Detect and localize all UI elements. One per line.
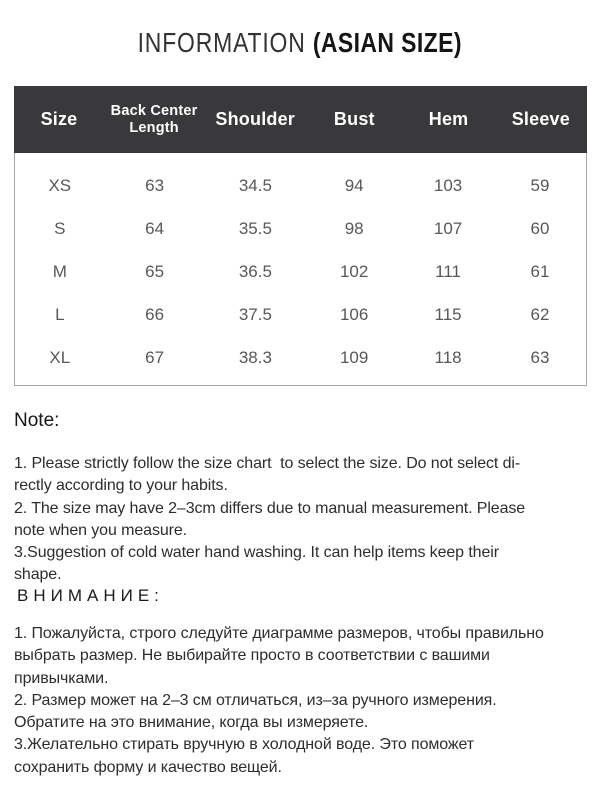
size-value: 63: [530, 347, 550, 367]
size-chart-header-row: [14, 86, 587, 153]
size-value: 109: [339, 347, 369, 367]
size-value: 38.3: [238, 347, 272, 367]
column-header-sleeve: Sleeve: [511, 109, 570, 129]
size-chart-body: [14, 153, 587, 386]
size-row-xs: [15, 164, 586, 207]
size-label: XL: [49, 347, 71, 367]
size-value: 59: [530, 175, 550, 195]
size-value: 60: [530, 218, 550, 238]
size-value: 61: [530, 261, 550, 281]
size-value: 118: [434, 347, 462, 367]
size-value: 67: [145, 347, 165, 367]
notes-body-en: 1. Please strictly follow the size chart to select the size. Do not select di- rectly according to your habits. 2. The size may have 2–3cm differs due to manual measurement. Please note when you measure. 3.Suggestion of cold water hand washing. It can help items keep their shape.: [14, 455, 526, 584]
size-value: 103: [433, 175, 463, 195]
size-row-m: [15, 250, 586, 293]
column-header-bust: Bust: [333, 109, 375, 129]
size-row-l: [15, 293, 586, 336]
page-title-regular: INFORMATION: [137, 27, 314, 58]
size-value: 98: [344, 218, 364, 238]
size-row-s: [15, 207, 586, 250]
size-value: 107: [433, 218, 463, 238]
size-value: 94: [344, 175, 364, 195]
notes-heading-ru: ВНИМАНИЕ:: [17, 586, 164, 605]
size-value: 37.5: [238, 304, 272, 324]
page-title-text: [138, 27, 462, 59]
size-value: 36.5: [238, 261, 272, 281]
column-header-back-center-length: Back Center Length: [110, 102, 198, 136]
page-title-bold: (ASIAN SIZE): [313, 27, 463, 58]
size-chart-table: [14, 86, 587, 386]
size-value: 66: [145, 304, 165, 324]
notes-heading-en: Note:: [14, 410, 60, 431]
size-label: L: [55, 304, 65, 324]
column-header-hem: Hem: [428, 109, 469, 129]
size-value: 64: [145, 218, 165, 238]
size-label: M: [52, 261, 67, 281]
size-value: 34.5: [238, 175, 272, 195]
size-value: 62: [530, 304, 550, 324]
size-value: 111: [435, 261, 461, 281]
size-row-xl: [15, 336, 586, 379]
page-title: [0, 27, 600, 59]
column-header-shoulder: Shoulder: [215, 109, 296, 129]
size-value: 35.5: [238, 218, 272, 238]
size-value: 102: [339, 261, 369, 281]
size-value: 65: [145, 261, 165, 281]
size-value: 115: [434, 304, 462, 324]
size-value: 106: [339, 304, 369, 324]
notes-body-ru: 1. Пожалуйста, строго следуйте диаграмме размеров, чтобы правильно выбрать размер. Не выбирайте просто в соответствии с вашими привычками. 2. Размер может на 2–3 см отличаться, из–за ручного измерения. Обратите на это внимание, когда вы измеряете. 3.Желательно стирать вручную в холодной воде. Это поможет сохранить форму и качество вещей.: [14, 625, 544, 776]
size-label: XS: [48, 175, 72, 195]
size-label: S: [54, 218, 66, 238]
column-header-size: Size: [40, 109, 78, 129]
size-value: 63: [145, 175, 165, 195]
